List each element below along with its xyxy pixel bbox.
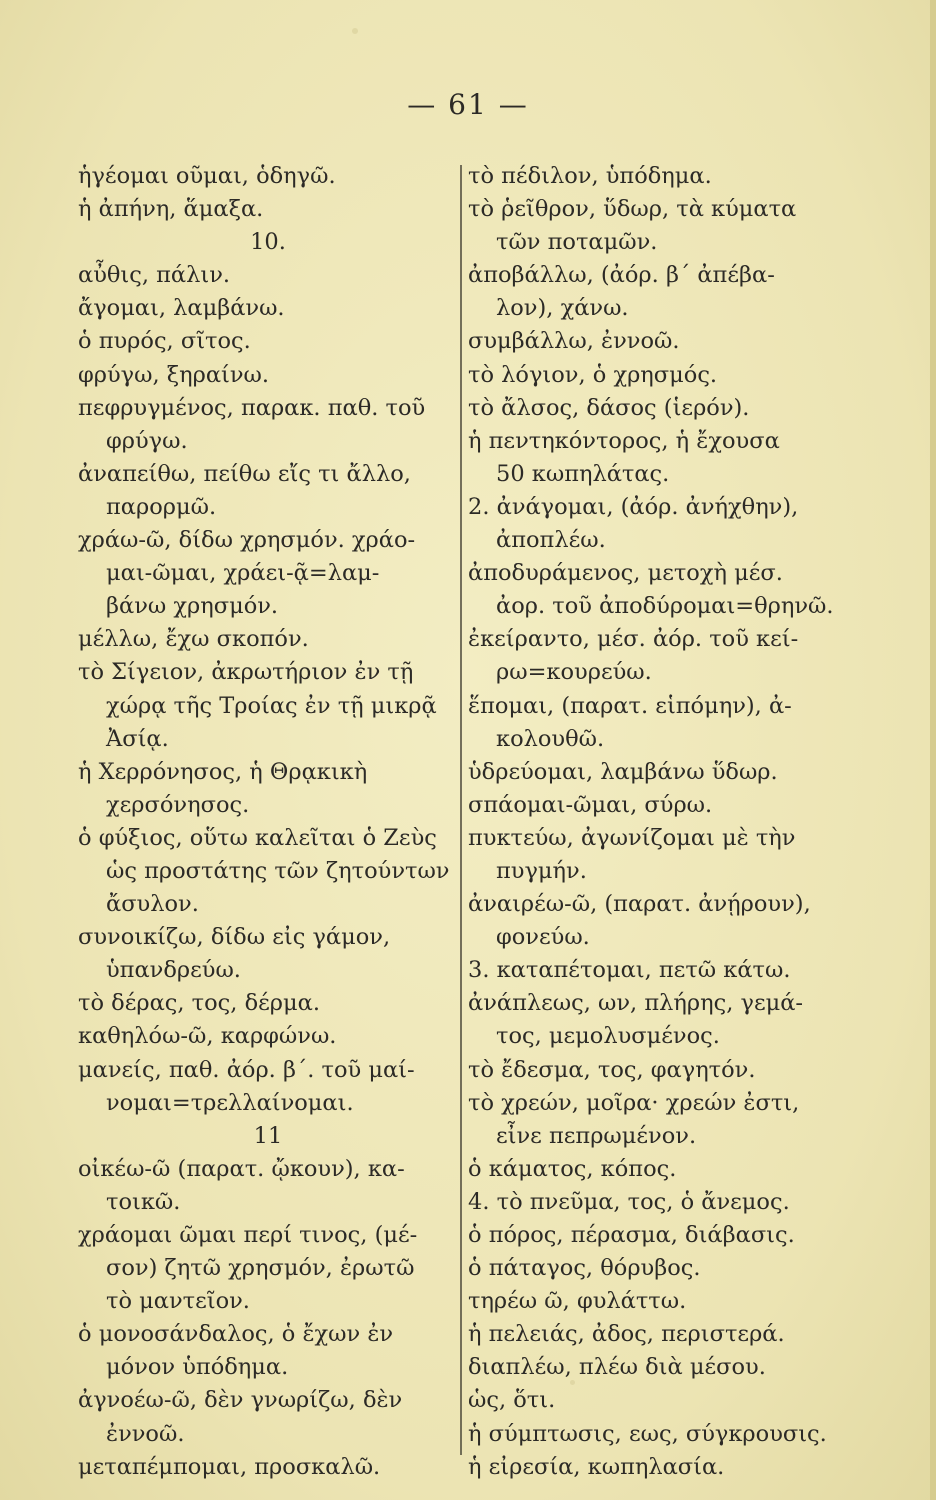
glossary-line: οἰκέω-ῶ (παρατ. ᾤκουν), κα-	[78, 1155, 405, 1182]
glossary-line: ἡ σύμπτωσις, εως, σύγκρουσις.	[468, 1420, 827, 1447]
glossary-line: 50 κωπηλάτας.	[496, 460, 670, 487]
glossary-line: πυκτεύω, ἀγωνίζομαι μὲ τὴν	[468, 824, 796, 851]
glossary-line: τος, μεμολυσμένος.	[496, 1023, 720, 1050]
page-number: — 61 —	[407, 88, 529, 121]
glossary-line: Ἀσίᾳ.	[106, 725, 169, 752]
column-divider	[460, 165, 462, 1455]
glossary-line: 3. καταπέτομαι, πετῶ κάτω.	[468, 957, 791, 984]
glossary-line: αὖθις, πάλιν.	[78, 262, 231, 289]
glossary-line: τὸ χρεών, μοῖρα· χρεών ἐστι,	[468, 1089, 800, 1116]
glossary-line: χώρᾳ τῆς Τροίας ἐν τῇ μικρᾷ	[106, 692, 437, 719]
glossary-line: τὸ πέδιλον, ὑπόδημα.	[468, 163, 712, 189]
glossary-line: καθηλόω-ῶ, καρφώνω.	[78, 1023, 337, 1050]
glossary-line: ὡς, ὅτι.	[468, 1387, 556, 1414]
glossary-line: ἐννοῶ.	[106, 1420, 185, 1447]
glossary-line: ἀποδυράμενος, μετοχὴ μέσ.	[468, 560, 783, 587]
glossary-line: παρορμῶ.	[106, 493, 217, 520]
glossary-line: νομαι=τρελλαίνομαι.	[106, 1089, 354, 1116]
glossary-line: πεφρυγμένος, παρακ. παθ. τοῦ	[78, 394, 426, 421]
glossary-line: λον), χάνω.	[496, 295, 629, 322]
glossary-line: φονεύω.	[496, 924, 590, 951]
glossary-line: τὸ λόγιον, ὁ χρησμός.	[468, 361, 718, 388]
right-column	[468, 160, 868, 1484]
glossary-line: διαπλέω, πλέω διὰ μέσου.	[468, 1354, 766, 1381]
glossary-line: τηρέω ῶ, φυλάττω.	[468, 1288, 687, 1315]
glossary-line: ἡγέομαι οῦμαι, ὁδηγῶ.	[78, 163, 336, 189]
glossary-line: σον) ζητῶ χρησμόν, ἐρωτῶ	[106, 1255, 415, 1282]
glossary-line: χράομαι ῶμαι περί τινος, (μέ-	[78, 1222, 418, 1248]
left-column	[78, 160, 458, 1484]
glossary-line: βάνω χρησμόν.	[106, 593, 279, 620]
glossary-line: τὸ μαντεῖον.	[106, 1288, 250, 1315]
glossary-line: ρω=κουρεύω.	[496, 659, 652, 686]
glossary-line: τὸ Σίγειον, ἀκρωτήριον ἐν τῇ	[78, 659, 414, 686]
glossary-line: μανείς, παθ. ἀόρ. β΄. τοῦ μαί-	[78, 1056, 415, 1083]
glossary-line: ἄγομαι, λαμβάνω.	[78, 295, 285, 322]
paper-speck	[352, 28, 358, 34]
glossary-line: 4. τὸ πνεῦμα, τος, ὁ ἄνεμος.	[468, 1188, 790, 1215]
glossary-line: ὑδρεύομαι, λαμβάνω ὕδωρ.	[468, 758, 778, 785]
glossary-line: σπάομαι-ῶμαι, σύρω.	[468, 791, 713, 818]
glossary-line: ἡ πελειάς, ἀδος, περιστερά.	[468, 1321, 785, 1348]
glossary-line: τὸ ἔδεσμα, τος, φαγητόν.	[468, 1056, 756, 1083]
page-edge	[930, 0, 936, 1500]
glossary-line: μαι-ῶμαι, χράει-ᾷ=λαμ-	[106, 560, 380, 587]
glossary-line: τὸ δέρας, τος, δέρμα.	[78, 990, 320, 1017]
glossary-line: ἡ πεντηκόντορος, ἡ ἔχουσα	[468, 427, 780, 454]
glossary-line: ἀποβάλλω, (ἀόρ. β΄ ἀπέβα-	[468, 262, 775, 289]
glossary-line: εἶνε πεπρωμένον.	[496, 1122, 697, 1149]
glossary-line: ἀναιρέω-ῶ, (παρατ. ἀνῄρουν),	[468, 891, 811, 918]
glossary-line: μεταπέμπομαι, προσκαλῶ.	[78, 1453, 381, 1480]
glossary-line: κολουθῶ.	[496, 725, 605, 752]
glossary-line: ἀναπείθω, πείθω εἴς τι ἄλλο,	[78, 460, 411, 487]
glossary-line: ὁ φύξιος, οὕτω καλεῖται ὁ Ζεὺς	[78, 824, 437, 851]
glossary-line: ἡ εἰρεσία, κωπηλασία.	[468, 1453, 725, 1480]
glossary-line: ὁ πάταγος, θόρυβος.	[468, 1255, 701, 1282]
glossary-line: τοικῶ.	[106, 1188, 181, 1215]
glossary-line: συμβάλλω, ἐννοῶ.	[468, 328, 680, 355]
glossary-line: ὁ μονοσάνδαλος, ὁ ἔχων ἐν	[78, 1321, 394, 1348]
glossary-line: ἡ ἀπήνη, ἅμαξα.	[78, 196, 264, 223]
glossary-line: πυγμήν.	[496, 857, 587, 884]
glossary-line: ὑπανδρεύω.	[106, 957, 241, 984]
glossary-line: συνοικίζω, δίδω εἰς γάμον,	[78, 924, 391, 951]
glossary-line: ἐκείραντο, μέσ. ἀόρ. τοῦ κεί-	[468, 626, 799, 653]
glossary-line: ὡς προστάτης τῶν ζητούντων	[106, 857, 450, 884]
glossary-line: ἄσυλον.	[106, 891, 199, 918]
glossary-line: ὁ πόρος, πέρασμα, διάβασις.	[468, 1222, 795, 1248]
glossary-line: ἀνάπλεως, ων, πλήρης, γεμά-	[468, 990, 804, 1017]
glossary-line: χράω-ῶ, δίδω χρησμόν. χράο-	[78, 527, 416, 554]
glossary-line: ὁ κάματος, κόπος.	[468, 1155, 677, 1182]
glossary-line: ἀποπλέω.	[496, 527, 606, 554]
glossary-line: χερσόνησος.	[106, 791, 250, 818]
glossary-line: φρύγω, ξηραίνω.	[78, 361, 270, 388]
glossary-line: ἀγνοέω-ῶ, δὲν γνωρίζω, δὲν	[78, 1387, 403, 1414]
glossary-line: 11	[253, 1122, 283, 1149]
glossary-line: φρύγω.	[106, 427, 188, 454]
glossary-line: 10.	[250, 229, 286, 256]
glossary-line: μέλλω, ἔχω σκοπόν.	[78, 626, 309, 653]
glossary-line: ἀορ. τοῦ ἀποδύρομαι=θρηνῶ.	[496, 593, 834, 620]
glossary-line: μόνον ὑπόδημα.	[106, 1354, 289, 1381]
glossary-line: ὁ πυρός, σῖτος.	[78, 328, 251, 355]
glossary-line: ἕπομαι, (παρατ. εἱπόμην), ἀ-	[468, 692, 792, 719]
glossary-line: τῶν ποταμῶν.	[496, 229, 658, 256]
glossary-line: τὸ ἄλσος, δάσος (ἱερόν).	[468, 394, 750, 421]
glossary-line: 2. ἀνάγομαι, (ἀόρ. ἀνήχθην),	[468, 493, 799, 520]
glossary-line: τὸ ῥεῖθρον, ὕδωρ, τὰ κύματα	[468, 196, 797, 223]
glossary-line: ἡ Χερρόνησος, ἡ Θρᾳκικὴ	[78, 758, 368, 785]
